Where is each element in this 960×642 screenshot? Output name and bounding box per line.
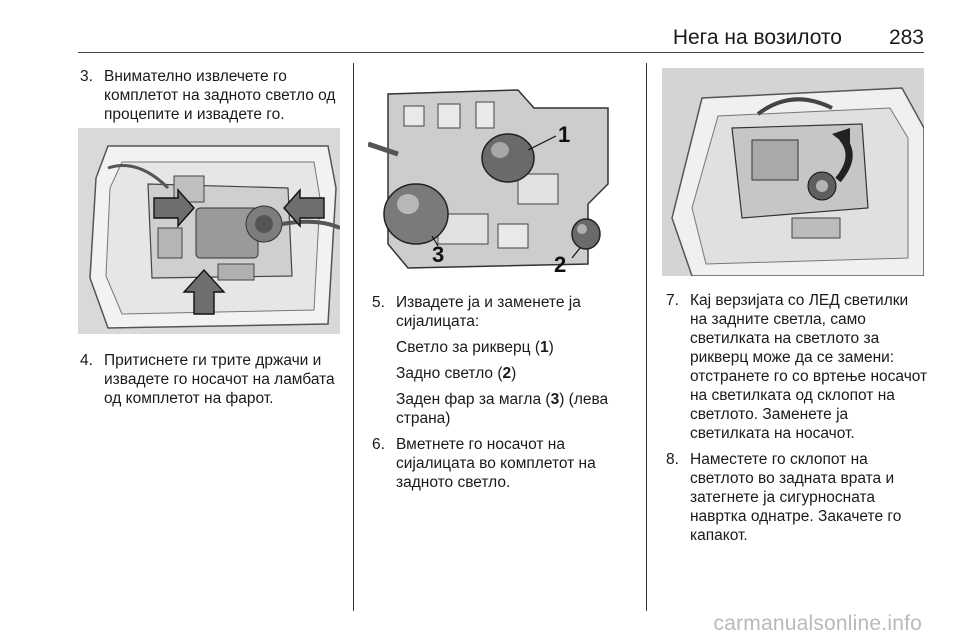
column-1-top	[80, 67, 342, 124]
step-number: 6.	[372, 436, 385, 453]
bulb-rear-fog-light: Заден фар за магла (3) (лева страна)	[396, 391, 609, 427]
column-3-text	[666, 291, 928, 545]
step-8	[666, 450, 928, 545]
column-2-text	[372, 293, 634, 492]
figure-remove-bulb-holder	[78, 128, 340, 334]
callout-1: 1	[558, 122, 571, 147]
column-1-bottom	[80, 351, 342, 408]
step-number: 7.	[666, 292, 679, 309]
step-number: 8.	[666, 451, 679, 468]
step-5	[372, 293, 634, 331]
step-text: Вметнете го носачот на сијалицата во комплетот на задното светло.	[396, 436, 596, 491]
step-4	[80, 351, 342, 408]
bulb-tail-light: Задно светло (2)	[396, 365, 517, 382]
page-header	[78, 26, 924, 52]
figure-bulb-holder-callouts	[368, 64, 632, 280]
step-text: Притиснете ги трите држачи и извадете го носачот на ламбата од комплетот на фарот.	[104, 352, 335, 407]
step-number: 4.	[80, 352, 93, 369]
step-text: Извадете ја и заменете ја сијалицата:	[396, 294, 581, 330]
step-text: Кај верзијата со ЛЕД светилки на задните светла, само светилката на светлото за рикверц може да се замени: отстранете го со вртење носачот на светилката од склопот на светлото. Заменете ја светилката на носачот.	[690, 292, 928, 442]
header-rule	[78, 52, 924, 53]
figure-led-holder-twist	[662, 68, 924, 276]
column-divider-2	[646, 63, 647, 611]
step-7	[666, 291, 928, 443]
page-number: 283	[888, 26, 924, 49]
bulb-reversing-light: Светло за рикверц (1)	[396, 339, 554, 356]
watermark: carmanualsonline.info	[713, 612, 922, 635]
callout-2: 2	[554, 252, 567, 277]
step-text: Внимателно извлечете го комплетот на задното светло од процепите и извадете го.	[104, 68, 336, 123]
step-number: 3.	[80, 68, 93, 85]
step-3	[80, 67, 342, 124]
step-number: 5.	[372, 294, 385, 311]
section-title: Нега на возилото	[672, 26, 842, 49]
step-6	[372, 435, 634, 492]
step-text: Наместете го склопот на светлото во задната врата и затегнете ја сигурносната навртка однатре. Закачете го капакот.	[690, 451, 902, 544]
column-divider-1	[353, 63, 354, 611]
callout-3: 3	[432, 242, 445, 267]
